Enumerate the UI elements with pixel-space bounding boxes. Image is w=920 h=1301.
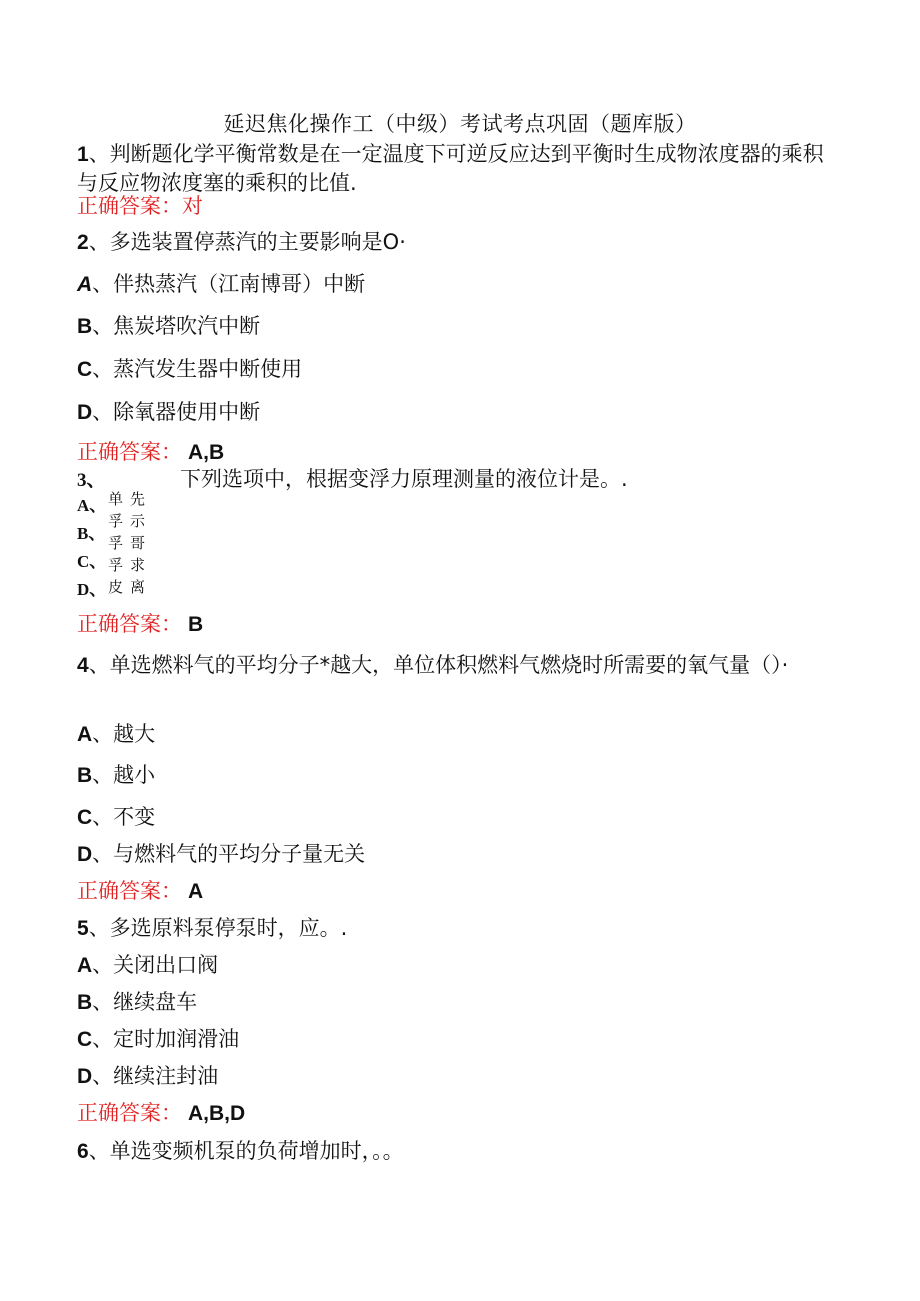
- option-letter: C、: [77, 552, 107, 571]
- option-c: [77, 1025, 239, 1054]
- answer-label: 正确答案：: [77, 879, 182, 903]
- option-c: [77, 355, 302, 384]
- option-text: 、伴热蒸汽（江南博哥）中断: [92, 272, 366, 296]
- answer-value: A: [188, 880, 204, 903]
- page-title: 延迟焦化操作工（中级）考试考点巩固（题库版）: [223, 112, 697, 136]
- answer-value: 对: [182, 194, 203, 218]
- option-letter: B: [77, 764, 93, 787]
- option-letter: B: [77, 991, 93, 1014]
- answer-label: 正确答案：: [77, 1101, 182, 1125]
- option-letter: B: [77, 315, 93, 338]
- answer-value: A,B,D: [188, 1102, 246, 1125]
- option-letter: C: [77, 1028, 93, 1051]
- option-text: 、越大: [92, 722, 156, 746]
- question-4: [77, 647, 797, 684]
- option-letter: B、: [77, 524, 106, 543]
- option-b: [77, 988, 197, 1017]
- question-number: 5: [77, 917, 89, 940]
- answer-label: 正确答案：: [77, 440, 182, 464]
- answer-3: [77, 610, 203, 639]
- option-letter: D: [77, 401, 93, 424]
- question-text: 、单选燃料气的平均分子*越大，单位体积燃料气燃烧时所需要的氧气量（）·: [88, 653, 789, 677]
- option-text: 、不变: [92, 805, 156, 829]
- question-number: 4: [77, 654, 89, 677]
- question-text: 、单选变频机泵的负荷增加时，。。: [88, 1139, 404, 1163]
- answer-2: [77, 438, 224, 467]
- option-letter: A、: [77, 496, 107, 515]
- option-a: [77, 951, 218, 980]
- option-text-column-2: 先示哥求离: [130, 490, 146, 596]
- option-d: [77, 398, 260, 427]
- question-1: [77, 140, 837, 197]
- option-d: [77, 1062, 218, 1091]
- option-text: 、继续盘车: [92, 990, 198, 1014]
- option-letter: A: [77, 723, 93, 746]
- answer-label: 正确答案：: [77, 612, 182, 636]
- question-number: 2: [77, 231, 89, 254]
- option-letter: C: [77, 806, 93, 829]
- answer-5: [77, 1099, 245, 1128]
- option-letter: A: [77, 273, 93, 296]
- option-text: 、定时加润滑油: [92, 1027, 240, 1051]
- question-number: 6: [77, 1140, 89, 1163]
- answer-1: [77, 192, 203, 220]
- question-number: 1: [77, 143, 89, 166]
- answer-4: [77, 877, 203, 906]
- answer-label: 正确答案：: [77, 194, 182, 218]
- option-letter: D: [77, 1065, 93, 1088]
- answer-value: B: [188, 613, 204, 636]
- option-letters: [77, 492, 106, 604]
- option-letter: C: [77, 358, 93, 381]
- answer-value: A,B: [188, 441, 225, 464]
- question-5: [77, 914, 347, 943]
- question-6: [77, 1137, 404, 1166]
- option-text: 、除氧器使用中断: [92, 400, 261, 424]
- option-a: [77, 270, 365, 299]
- option-c: [77, 803, 155, 832]
- question-number: 3、: [77, 470, 106, 491]
- option-text: 、与燃料气的平均分子量无关: [92, 842, 366, 866]
- option-letter: A: [77, 954, 93, 977]
- option-letter: D、: [77, 580, 107, 599]
- question-text: 、判断题化学平衡常数是在一定温度下可逆反应达到平衡时生成物浓度器的乘积与反应物浓度塞的乘积的比值.: [77, 142, 824, 195]
- option-text: 、继续注封油: [92, 1064, 219, 1088]
- option-b: [77, 761, 155, 790]
- question-text: 下列选项中，根据变浮力原理测量的液位计是。.: [180, 467, 628, 491]
- question-text: 、多选装置停蒸汽的主要影响是O·: [88, 230, 406, 254]
- option-d: [77, 840, 365, 869]
- option-text-column-1: 单孚孚孚皮: [108, 490, 124, 596]
- option-text: 、越小: [92, 763, 156, 787]
- option-text: 、焦炭塔吹汽中断: [92, 314, 261, 338]
- option-a: [77, 720, 155, 749]
- option-text: 、蒸汽发生器中断使用: [92, 357, 303, 381]
- option-b: [77, 312, 260, 341]
- option-letter: D: [77, 843, 93, 866]
- question-text: 、多选原料泵停泵时，应。.: [88, 916, 348, 940]
- question-2: [77, 228, 406, 257]
- option-text: 、关闭出口阀: [92, 953, 219, 977]
